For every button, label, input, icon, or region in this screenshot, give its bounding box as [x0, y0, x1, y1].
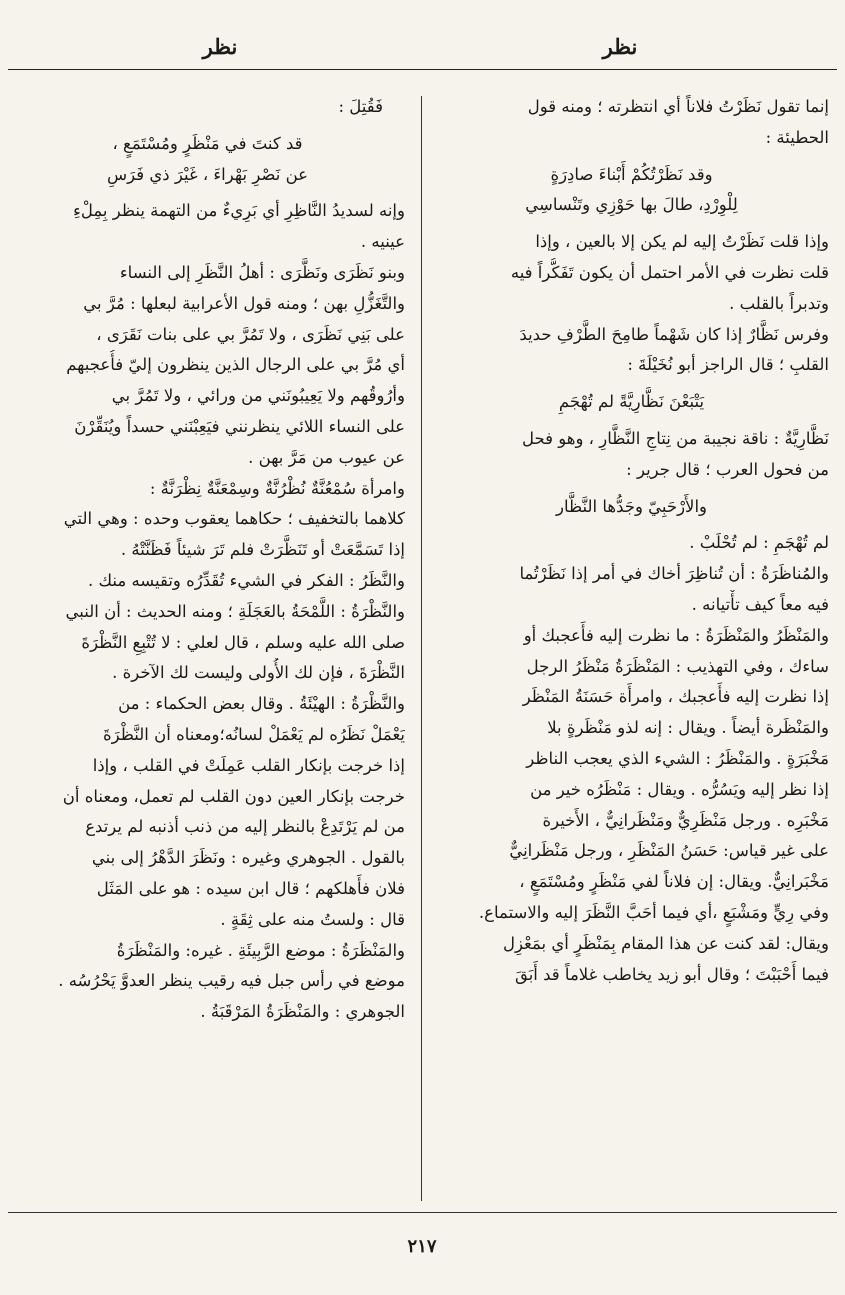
text-line: إنما تقول نَظَرْتُ فلاناً أي انتظرته ؛ ومنه قول: [527, 97, 829, 116]
text-line: مَخْبَرِه . ورجل مَنْظَرِيٌّ ومَنْظَرانِيٌّ ، الأَخيرة: [542, 810, 829, 830]
text-line: وأرُوقُهم ولا يَعِيبُونَني من ورائي ، ولا تَمُرَّ بي: [111, 386, 405, 406]
text-line: فيما أَحْبَبْتَ ؛ وقال أبو زيد يخاطب غلاماً قد أَبَقَ: [514, 964, 829, 984]
text-line: عن نَصْرِ بَهْراءَ ، غَيْرَ ذي فَرَسِ: [107, 164, 308, 184]
paragraph: [434, 92, 829, 154]
text-line: وفي رِيٍّ ومَشْبَعٍ ،أي فيما أحَبَّ النَّظَرَ إليه والاستماع.: [478, 902, 829, 922]
text-line: والمَنْظَرُ والمَنْظَرَةُ : ما نظرت إليه فأَعجبك أو: [523, 625, 829, 645]
text-line: والنَّظْرَةُ : اللَّمْحَةُ بالعَجَلَةِ ؛ ومنه الحديث : أن النبي: [65, 601, 405, 621]
text-line: خرجت بإنكار العين دون القلب لم تعمل، ومعناه أن: [62, 786, 405, 806]
paragraph: [10, 92, 405, 123]
text-line: قد كنتَ في مَنْظَرٍ ومُسْتَمَعٍ ،: [112, 133, 303, 153]
verse: [434, 381, 829, 424]
text-line: إذا خرجت بإنكار القلب عَمِلَتْ في القلب ، وإذا: [92, 755, 405, 775]
text-line: فَقُتِلَ :: [338, 97, 383, 116]
text-line: والمَنْظَرَةُ : موضع الرَّبِيئَةِ . غيره: والمَنْظَرَةُ: [116, 940, 405, 960]
text-line: ويقال: لقد كنت عن هذا المقام بِمَنْظَرٍ أي بمَعْزِل: [502, 933, 829, 953]
text-line: وامرأة سُمْعُنَّةٌ نُظْرُنَّةٌ وسِمْعَنَّةٌ نِظْرَنَّةٌ :: [149, 478, 405, 498]
text-line: أي مُرَّ بي على الرجال الذين ينظرون إليّ فأُعجبهم: [66, 355, 405, 375]
text-line: وتدبراً بالقلب .: [729, 293, 829, 313]
text-line: الحطيئة :: [765, 127, 829, 147]
text-line: إذا نظرت إليه فأَعجبك ، وامرأَة حَسَنَةُ المَنْظَر: [522, 687, 829, 707]
verse: [10, 123, 405, 197]
text-line: والمُناظَرَةُ : أن تُناظِرَ أخاك في أمر إذا نَظَرْتُما: [519, 564, 829, 584]
text-line: لِلْوِرْدِ، طالَ بها حَوْزِي وتَنْساسِي: [525, 195, 738, 215]
text-line: على النساء اللائي ينظرنني فيَعِبْنَني حسداً ويُنَقِّرْنَ: [74, 416, 405, 436]
verse: [434, 154, 829, 228]
text-line: والمَنْظَرة أيضاً . ويقال : إنه لذو مَنْظَرةٍ بلا: [547, 718, 829, 738]
column-divider: [421, 96, 422, 1201]
text-line: فلان فأَهلكهم ؛ قال ابن سيده : هو على المَثَل: [96, 878, 405, 898]
text-line: والنَّظَرُ : الفكر في الشيء تُقَدِّرُه وتقيسه منك .: [87, 570, 405, 590]
text-line: والأَرْحَبِيّ وجَدُّها النَّظَّار: [555, 496, 708, 516]
right-column: [434, 92, 829, 1204]
text-line: إذا تَسَمَّعَتْ أو تَنَظَّرَتْ فلم تَرَ شيئاً فَظَنَّتْهُ .: [120, 540, 405, 560]
text-line: مَخْبَرَةٍ . والمَنْظَرُ : الشيء الذي يعجب الناظر: [526, 748, 829, 768]
paragraph: [434, 227, 829, 381]
text-line: القلبِ ؛ قال الراجز أبو نُخَيْلَةَ :: [627, 355, 829, 375]
text-line: نَظَّارِيَّةٌ : ناقة نجيبة من نِتاجِ النَّظَّارِ ، وهو فحل: [521, 428, 829, 448]
text-line: صلى الله عليه وسلم ، قال لعلي : لا تُتْبِعِ النَّظْرَةَ: [81, 632, 405, 652]
text-line: وإنه لسديدُ النَّاظِرِ أي بَرِيءٌ من التهمة ينظر بِمِلْءِ: [73, 201, 405, 221]
verse: [434, 486, 829, 529]
text-line: قال : ولستُ منه على ثِقَةٍ .: [220, 909, 405, 929]
text-line: مَخْبَرانِيٌّ. ويقال: إن فلاناً لفي مَنْظَرٍ ومُسْتَمَعٍ ،: [519, 872, 829, 892]
text-line: وبنو نَظَرَى ونَظَّرَى : أهلُ النَّظَرِ إلى النساء: [119, 262, 405, 282]
text-line: النَّظْرَةَ ، فإن لك الأُولى وليست لك الآخرة .: [112, 663, 405, 683]
text-line: والتَّغَزُّلِ بهن ؛ ومنه قول الأعرابية لبعلها : مُرَّ بي: [83, 293, 405, 313]
left-column: [10, 92, 405, 1204]
text-line: قلت نظرت في الأمر احتمل أن يكون تَفَكُّراً فيه: [510, 262, 829, 282]
text-line: لم تُهْجَمِ : لم تُحْلَبْ .: [689, 533, 829, 553]
text-line: من لم يَرْتَدِعْ بالنظر إليه من ذنب أذنبه لم يرتدع: [85, 817, 405, 837]
header-root-word-right: نظر: [602, 34, 638, 59]
paragraph: [434, 528, 829, 990]
text-line: والنَّظْرَةُ : الهيْئَةُ . وقال بعض الحكماء : من: [118, 694, 405, 714]
text-line: يَتْبَعْنَ نَظَّارِيَّةً لم تُهْجَمِ: [558, 392, 705, 412]
text-line: على غير قياس: حَسَنُ المَنْظَرِ ، ورجل مَنْظَرانِيٌّ: [509, 841, 829, 861]
text-line: إذا نظر إليه ويَسُرُّه . ويقال : مَنْظَرُه خير من: [530, 779, 829, 799]
text-line: ساءك ، وفي التهذيب : المَنْظَرَةُ مَنْظَرُ الرجل: [526, 656, 829, 676]
text-line: عينيه .: [360, 232, 405, 252]
text-line: موضع في رأس جبل فيه رقيب ينظر العدوَّ يَحْرُسُه .: [58, 971, 405, 991]
text-line: عن عيوب من مَرَّ بهن .: [248, 447, 405, 467]
text-line: وإذا قلت نَظَرْتُ إليه لم يكن إلا بالعين ، وإذا: [535, 232, 829, 252]
header-root-word-left: نظر: [202, 34, 238, 59]
page-number: ٢١٧: [407, 1236, 437, 1257]
text-line: بالقول . الجوهري وغيره : ونَظَرَ الدَّهْرُ إلى بني: [91, 848, 405, 868]
paragraph: [10, 196, 405, 1028]
text-line: من فحول العرب ؛ قال جرير :: [626, 459, 829, 479]
text-line: يَعْمَلْ نَظَرُه لم يَعْمَلْ لسانُه؛ومعناه أن النَّظْرَةَ: [103, 724, 405, 744]
text-line: فيه معاً كيف تأْتيانه .: [691, 594, 829, 614]
text-line: وفرس نَظَّارٌ إذا كان شَهْماً طامِحَ الطَّرْفِ حديدَ: [519, 324, 829, 344]
header-rule: [8, 69, 837, 70]
text-line: على بَنِي نَظَرَى ، ولا تَمُرَّ بي على بنات نَقَرَى ،: [96, 324, 405, 344]
paragraph: [434, 424, 829, 486]
text-line: وقد نَظَرْتُكُمْ أَبْناءَ صادِرَةٍ: [550, 164, 713, 184]
text-line: كلاهما بالتخفيف ؛ حكاهما يعقوب وحده : وهي التي: [63, 509, 405, 529]
footer-rule: [8, 1212, 837, 1213]
text-line: الجوهري : والمَنْظَرَةُ المَرْقَبَةُ .: [200, 1002, 405, 1022]
